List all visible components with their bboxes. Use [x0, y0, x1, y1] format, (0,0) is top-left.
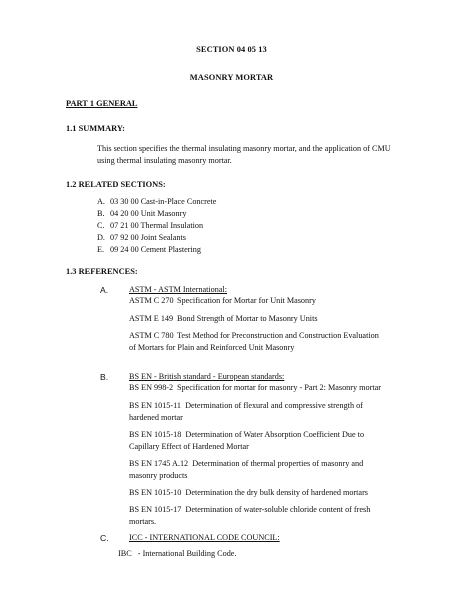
reference-item: [129, 458, 363, 471]
summary-line-2: using thermal insulating masonry mortar.: [97, 156, 232, 165]
reference-text: Determination the dry bulk density of hardened mortars: [185, 488, 368, 497]
astm-title: ASTM - ASTM International:: [129, 285, 228, 294]
reference-item: [129, 504, 370, 517]
reference-code: ASTM C 780: [129, 331, 174, 340]
reference-code: IBC: [118, 549, 132, 558]
related-item: [97, 232, 186, 245]
reference-code: ASTM C 270: [129, 296, 174, 305]
related-heading: 1.2 RELATED SECTIONS:: [66, 180, 166, 189]
reference-text-cont: mortars.: [129, 517, 157, 526]
related-item-text: 04 20 00 Unit Masonry: [110, 209, 187, 218]
reference-item: [129, 487, 368, 500]
related-item: [97, 220, 203, 233]
reference-code: BS EN 1015-10: [129, 488, 182, 497]
reference-item: [129, 382, 381, 395]
summary-line-1: This section specifies the thermal insulating masonry mortar, and the application of CMU: [97, 144, 391, 153]
reference-item: [129, 429, 364, 442]
reference-item: [129, 330, 379, 343]
related-item-text: 07 21 00 Thermal Insulation: [110, 221, 204, 230]
references-heading: 1.3 REFERENCES:: [66, 267, 138, 276]
icc-letter: C.: [100, 533, 109, 543]
reference-text: Test Method for Preconstruction and Construction Evaluation: [177, 331, 379, 340]
reference-text: Determination of water-soluble chloride content of fresh: [185, 505, 371, 514]
reference-text-cont: Capillary Effect of Hardened Mortar: [129, 442, 249, 451]
reference-code: BS EN 1745 A.12: [129, 459, 189, 468]
related-item-text: 03 30 00 Cast-in-Place Concrete: [110, 197, 217, 206]
related-item: [97, 208, 186, 221]
reference-text: Specification for mortar for masonry - Part 2: Masonry mortar: [177, 383, 381, 392]
reference-code: BS EN 1015-11: [129, 401, 182, 410]
reference-text-cont: hardened mortar: [129, 413, 183, 422]
related-item-letter: B.: [97, 209, 105, 218]
related-item-letter: A.: [97, 197, 105, 206]
related-item-text: 07 92 00 Joint Sealants: [110, 233, 186, 242]
bsen-letter: B.: [100, 372, 109, 382]
reference-text: Determination of Water Absorption Coefficient Due to: [185, 430, 365, 439]
reference-code: BS EN 998-2: [129, 383, 174, 392]
reference-text: Determination of flexural and compressive strength of: [185, 401, 363, 410]
reference-item: [118, 548, 236, 561]
related-item-letter: E.: [97, 245, 105, 254]
reference-text-cont: masonry products: [129, 471, 188, 480]
related-item: [97, 244, 201, 257]
reference-text: Specification for Mortar for Unit Masonry: [177, 296, 316, 305]
summary-heading: 1.1 SUMMARY:: [66, 124, 125, 133]
related-item-letter: D.: [97, 233, 105, 242]
section-number: SECTION 04 05 13: [196, 45, 267, 54]
reference-text: - International Building Code.: [137, 549, 237, 558]
related-item-text: 09 24 00 Cement Plastering: [110, 245, 201, 254]
reference-item: [129, 313, 318, 326]
icc-title: ICC - INTERNATIONAL CODE COUNCIL:: [129, 533, 280, 542]
reference-item: [129, 295, 316, 308]
related-item-letter: C.: [97, 221, 105, 230]
part-title: PART 1 GENERAL: [66, 99, 138, 108]
bsen-title: BS EN - British standard - European standards:: [129, 372, 285, 381]
reference-text: Determination of thermal properties of masonry and: [192, 459, 364, 468]
section-title: MASONRY MORTAR: [189, 73, 274, 82]
reference-text-cont: of Mortars for Plain and Reinforced Unit Masonry: [129, 343, 295, 352]
reference-code: BS EN 1015-18: [129, 430, 182, 439]
reference-code: BS EN 1015-17: [129, 505, 182, 514]
reference-item: [129, 400, 363, 413]
reference-text: Bond Strength of Mortar to Masonry Units: [177, 314, 318, 323]
related-item: [97, 196, 216, 209]
reference-code: ASTM E 149: [129, 314, 174, 323]
astm-letter: A.: [100, 285, 109, 295]
